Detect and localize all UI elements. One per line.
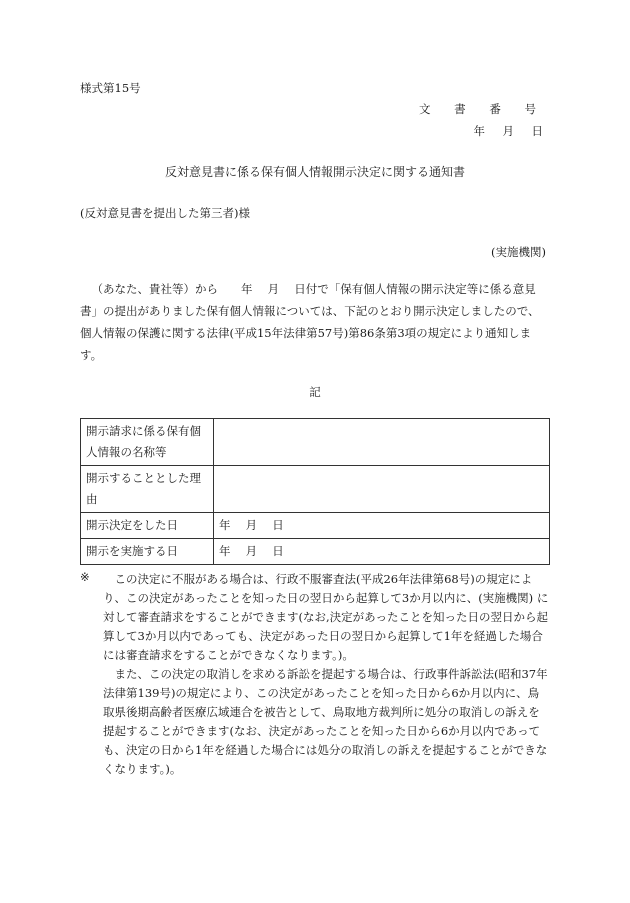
body-paragraph: （あなた、貴社等）から 年 月 日付で「保有個人情報の開示決定等に係る意見書」の提出がありました保有個人情報については、下記のとおり開示決定しましたので、個人情報の保護に関する法律(平成15年法律第57号)第86条第3項の規定により通知します。 (80, 282, 540, 362)
table-row (81, 539, 550, 565)
note-paragraph-lawsuit: また、この決定の取消しを求める訴訟を提起する場合は、行政事件訴訟法(昭和37年法律第139号)の規定により、この決定があったことを知った日から6か月以内に、鳥取県後期高齢者医療広域連合を被告として、鳥取地方裁判所に処分の取消しの訴えを提起することができます(なお、決定があったことを知った日から6か月以内であっても、決定の日から1年を経過した場合には処分の取消しの訴えを提起することができなくなります。)。 (103, 667, 548, 776)
body-paragraph-container (80, 278, 550, 366)
note-paragraph-appeal: この決定に不服がある場合は、行政不服審査法(平成26年法律第68号)の規定により、この決定があったことを知った日の翌日から起算して3か月以内に、(実施機関) に対して審査請求をすることができます(なお,決定があったことを知った日の翌日から起算して3か月以内であっても、決定があった日の翌日から起算して1年を経過した場合には審査請求をすることができなくなります。)。 (103, 572, 549, 662)
note-mark: ※ (80, 570, 90, 584)
row-value-info-name (214, 419, 550, 466)
table-row (81, 466, 550, 513)
row-value-reason (214, 466, 550, 513)
row-label-info-name: 開示請求に係る保有個人情報の名称等 (81, 419, 214, 466)
note-body (103, 570, 550, 779)
notes-section (80, 570, 550, 779)
row-label-implementation-date: 開示を実施する日 (81, 539, 214, 565)
document-title: 反対意見書に係る保有個人情報開示決定に関する通知書 (164, 165, 465, 179)
ki-heading: 記 (309, 385, 321, 399)
document-number-label: 文 書 番 号 (419, 102, 546, 116)
form-number: 様式第15号 (80, 81, 141, 95)
document-date-label: 年 月 日 (473, 124, 546, 138)
table-row (81, 419, 550, 466)
table-row (81, 513, 550, 539)
row-label-reason: 開示することとした理由 (81, 466, 214, 513)
issuing-agency: (実施機関) (491, 245, 546, 259)
row-value-decision-date: 年 月 日 (214, 513, 550, 539)
row-value-implementation-date: 年 月 日 (214, 539, 550, 565)
row-label-decision-date: 開示決定をした日 (81, 513, 214, 539)
addressee: (反対意見書を提出した第三者)様 (80, 206, 250, 220)
disclosure-info-table (80, 418, 550, 565)
